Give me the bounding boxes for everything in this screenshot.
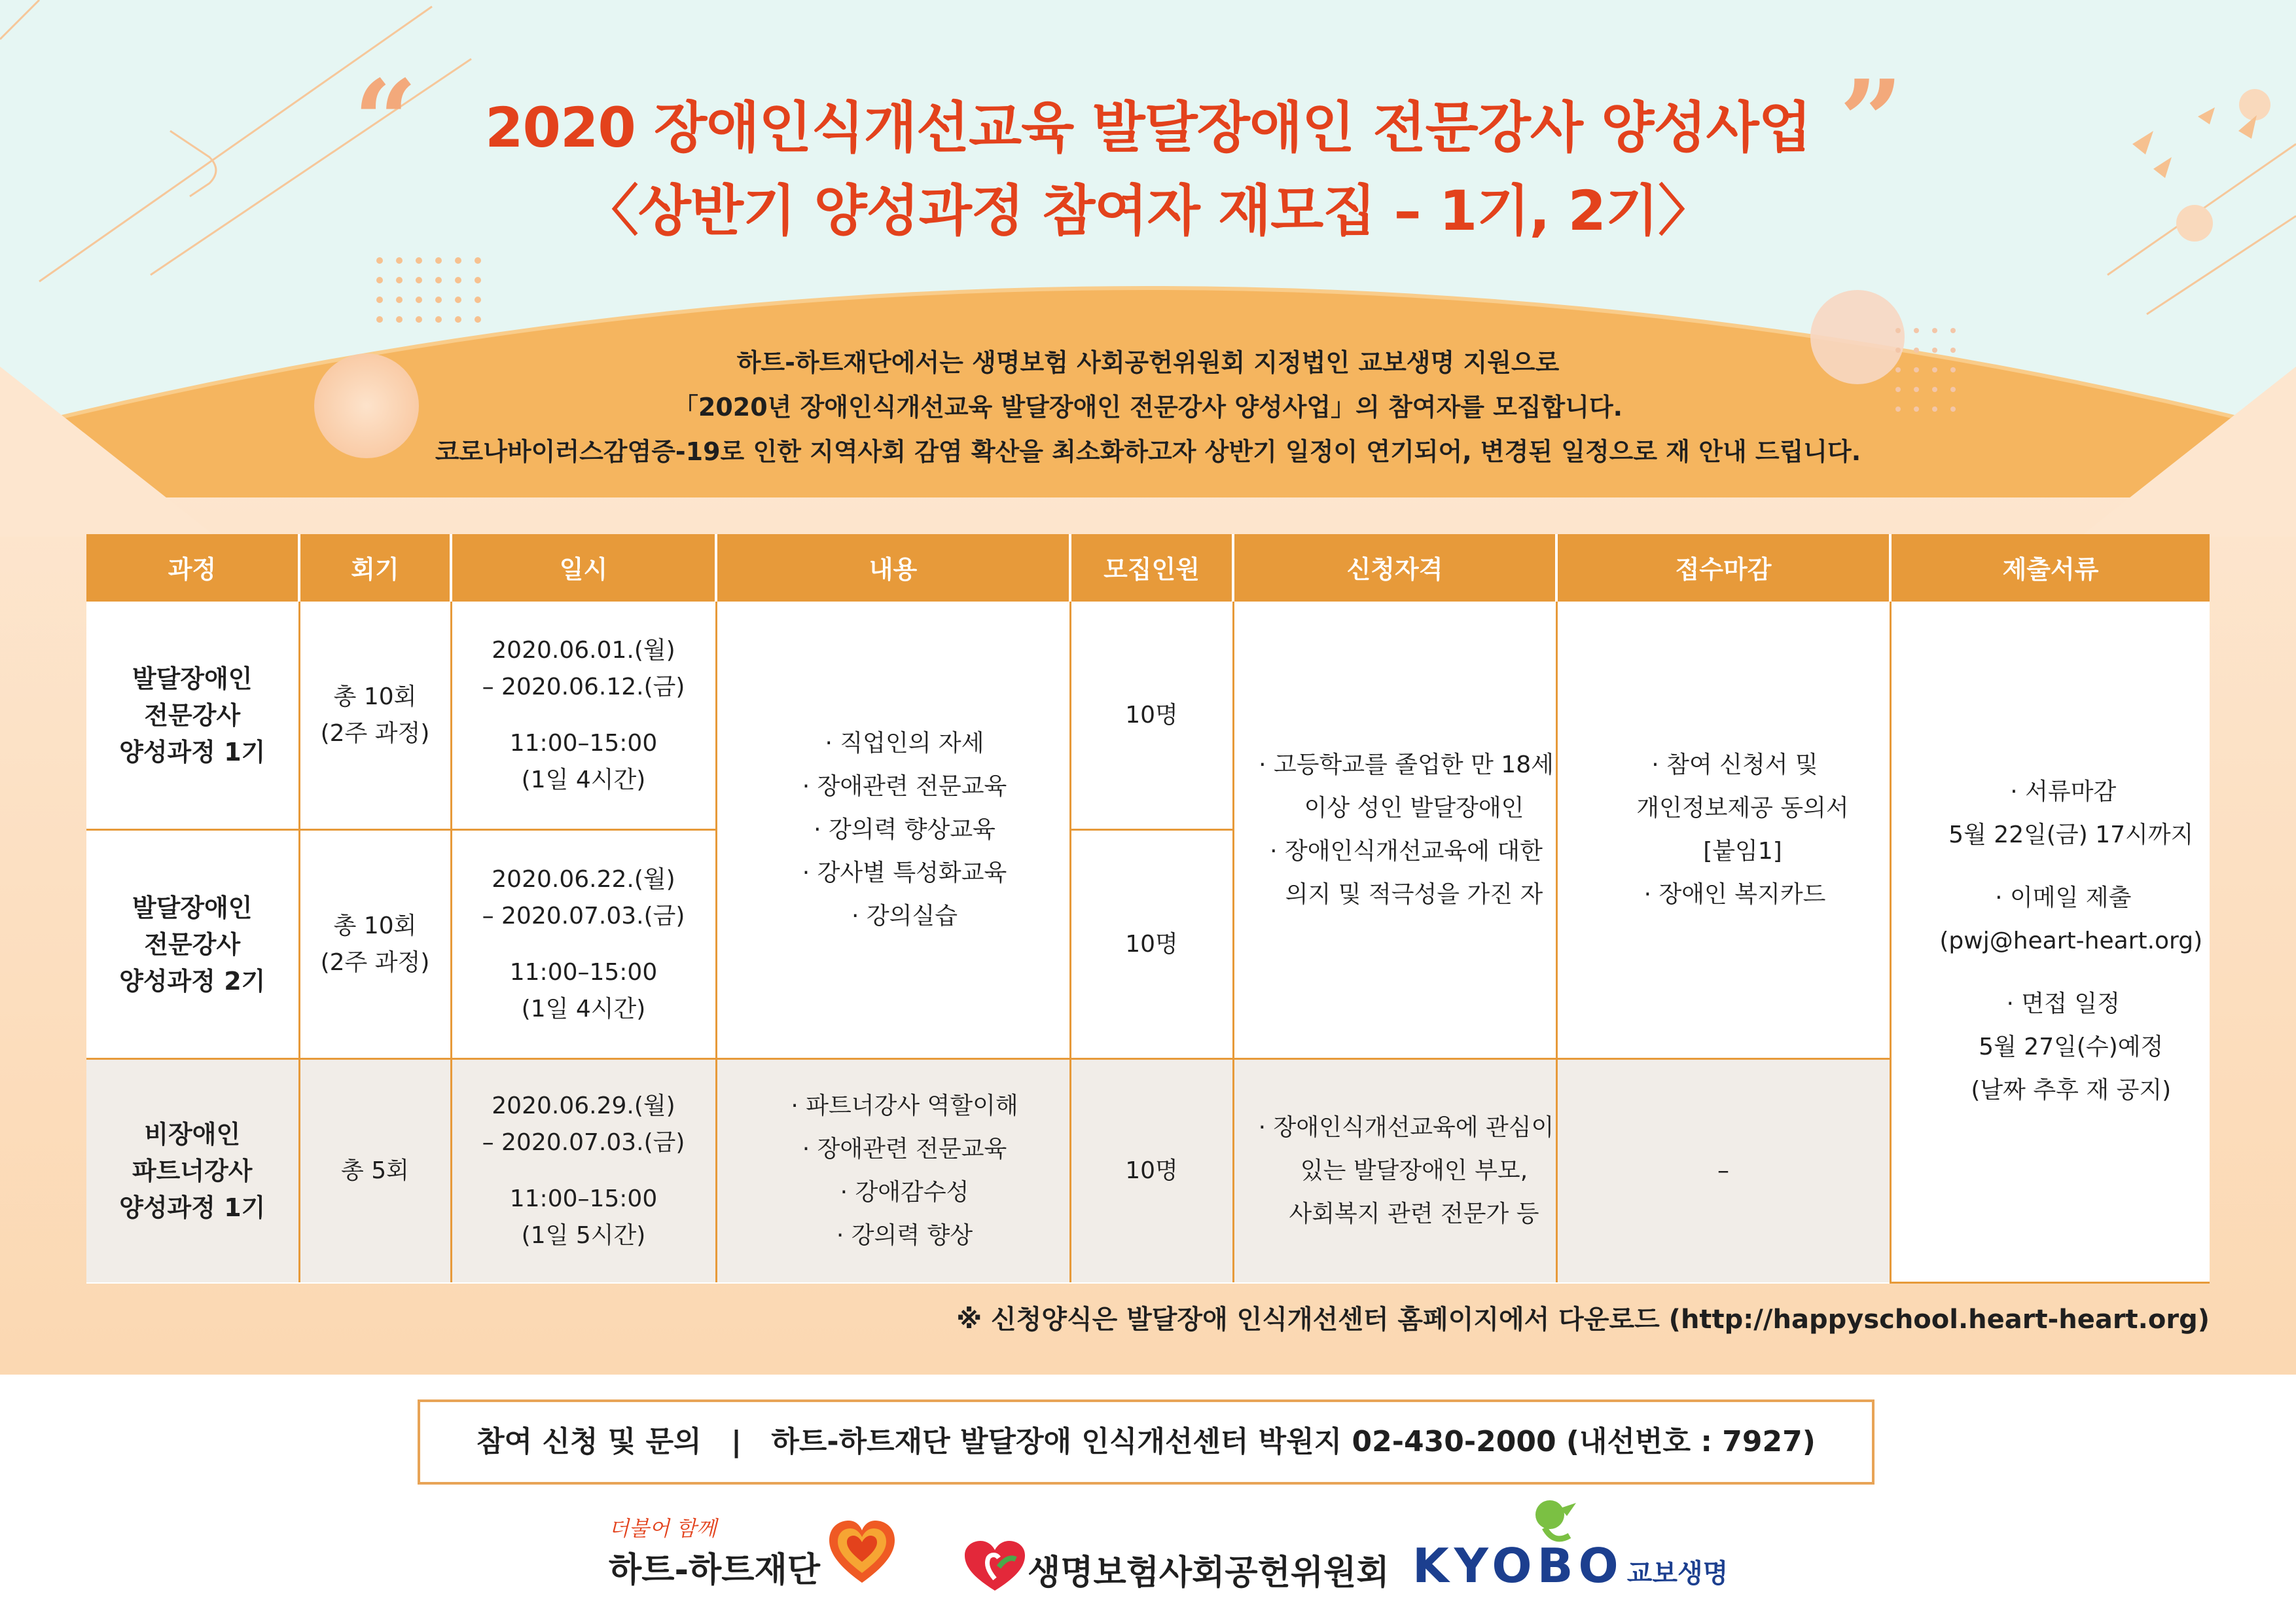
kyobo-logo [1412,1538,1728,1593]
column-header: 내용 [716,534,1070,601]
contact-separator: | [730,1425,742,1458]
heart-heart-name: 하트-하트재단 [609,1551,820,1590]
deadline-line: [붙임1] [1703,837,1782,865]
contact-label: 참여 신청 및 문의 [476,1425,702,1458]
qualification-line: · 장애인식개선교육에 대한 [1270,837,1543,865]
sessions-cell [299,1059,451,1283]
documents-line: · 면접 일정 [2006,990,2120,1018]
date-line: – 2020.07.03.(금) [482,902,685,929]
qualification-line: 이상 성인 발달장애인 [1304,794,1524,821]
download-note: ※ 신청양식은 발달장애 인식개선센터 홈페이지에서 다운로드 (http://happyschool.heart-heart.org) [956,1305,2210,1335]
qualification-line: · 장애인식개선교육에 관심이 [1258,1114,1554,1141]
qualification-line: 의지 및 적극성을 가진 자 [1285,880,1543,908]
capacity-cell: 10명 [1070,601,1233,830]
documents-cell [1890,601,2210,1283]
kyobo-ko-name: 교보생명 [1626,1559,1729,1589]
date-line: – 2020.07.03.(금) [482,1129,685,1156]
content-item: · 파트너강사 역할이해 [791,1092,1018,1119]
intro-text [0,340,2296,474]
course-name-line: 비장애인 [144,1120,241,1149]
open-quote-mark: “ [353,56,418,187]
content-item: · 강의실습 [852,902,958,929]
deadline-line: · 장애인 복지카드 [1643,880,1826,908]
content-item: · 장애관련 전문교육 [802,1136,1007,1163]
content-item: · 강사별 특성화교육 [802,859,1007,886]
qualification-cell [1233,1059,1556,1283]
sessions-cell [299,601,451,830]
time-line: (1일 4시간) [521,766,646,793]
page-subtitle: 〈상반기 양성과정 참여자 재모집 – 1기, 2기〉 [583,179,1713,243]
column-header: 모집인원 [1070,534,1233,601]
heart-heart-tagline: 더불어 함께 [609,1516,717,1541]
intro-line: 코로나바이러스감염증-19로 인한 지역사회 감염 확산을 최소화하고자 상반기 일정이 연기되어, 변경된 일정으로 재 안내 드립니다. [435,437,1861,466]
course-name-line: 발달장애인 [132,893,253,922]
close-quote-mark: ” [1839,56,1903,187]
documents-line: 5월 27일(수)예정 [1979,1034,2164,1061]
course-name-line: 양성과정 1기 [119,1193,266,1222]
course-name-line: 발달장애인 [132,664,253,693]
date-line: – 2020.06.12.(금) [482,673,685,700]
sessions-line: (2주 과정) [320,719,430,747]
course-name-line: 전문강사 [144,700,241,730]
qualification-line: · 고등학교를 졸업한 만 18세 [1259,751,1554,778]
course-name-cell [86,830,299,1059]
date-cell [451,830,716,1059]
sessions-cell [299,830,451,1059]
documents-line: (pwj@heart-heart.org) [1939,928,2203,955]
qualification-cell [1233,601,1556,1059]
course-name-line: 양성과정 1기 [119,737,266,767]
column-header: 과정 [86,534,299,601]
time-line: (1일 4시간) [521,995,646,1022]
documents-line: 5월 22일(금) 17시까지 [1948,821,2194,849]
column-header: 회기 [299,534,451,601]
qualification-line: 있는 발달장애인 부모, [1300,1157,1528,1184]
sessions-line: (2주 과정) [320,948,430,976]
column-header: 접수마감 [1556,534,1890,601]
date-line: 2020.06.22.(월) [492,865,675,893]
column-header: 일시 [451,534,716,601]
date-line: 2020.06.01.(월) [492,636,675,664]
deadline-line: 개인정보제공 동의서 [1636,794,1849,821]
course-name-line: 양성과정 2기 [119,966,266,996]
sessions-line: 총 10회 [333,683,417,710]
capacity-cell: 10명 [1070,830,1233,1059]
documents-line: · 이메일 제출 [1995,884,2132,912]
documents-line: (날짜 추후 재 공지) [1971,1077,2172,1104]
content-item: · 장애관련 전문교육 [802,772,1007,800]
course-name-line: 파트너강사 [132,1157,253,1185]
sessions-line: 총 10회 [333,912,417,939]
course-name-line: 전문강사 [144,929,241,959]
schedule-table [86,534,2210,1284]
date-cell [451,601,716,830]
time-line: (1일 5시간) [521,1222,646,1249]
documents-line: · 서류마감 [2010,778,2117,806]
content-item: · 직업인의 자세 [825,729,984,757]
time-line: 11:00–15:00 [509,958,658,986]
time-line: 11:00–15:00 [509,729,658,757]
content-cell [716,601,1070,1059]
contact-detail: 하트-하트재단 발달장애 인식개선센터 박원지 02-430-2000 (내선번호 : 7927) [771,1425,1816,1458]
deadline-cell [1556,601,1890,1059]
heart-heart-logo [609,1512,820,1591]
content-item: · 강의력 향상교육 [814,816,996,843]
life-insurance-committee-name: 생명보험사회공헌위원회 [1028,1553,1390,1593]
content-item: · 강애감수성 [840,1179,969,1206]
sessions-line: 총 5회 [341,1157,409,1184]
course-name-cell [86,1059,299,1283]
column-header: 신청자격 [1233,534,1556,601]
contact-box [418,1399,1874,1485]
intro-line: 「2020년 장애인식개선교육 발달장애인 전문강사 양성사업」의 참여자를 모집합니다. [673,393,1623,422]
course-name-cell [86,601,299,830]
content-cell [716,1059,1070,1283]
capacity-cell: 10명 [1070,1059,1233,1283]
qualification-line: 사회복지 관련 전문가 등 [1289,1200,1539,1227]
content-item: · 강의력 향상 [836,1222,973,1249]
heart-heart-emblem-icon [826,1517,898,1589]
date-line: 2020.06.29.(월) [492,1092,675,1119]
kyobo-en-name: KYOBO [1412,1538,1624,1593]
deadline-cell: – [1556,1059,1890,1283]
time-line: 11:00–15:00 [509,1185,658,1212]
page-title: 2020 장애인식개선교육 발달장애인 전문강사 양성사업 [485,96,1811,160]
table-row [86,601,2210,830]
life-insurance-heart-icon [962,1538,1028,1593]
date-cell [451,1059,716,1283]
deadline-line: · 참여 신청서 및 [1651,751,1818,778]
intro-line: 하트-하트재단에서는 생명보험 사회공헌위원회 지정법인 교보생명 지원으로 [736,348,1560,377]
column-header: 제출서류 [1890,534,2210,601]
table-header-row [86,534,2210,601]
